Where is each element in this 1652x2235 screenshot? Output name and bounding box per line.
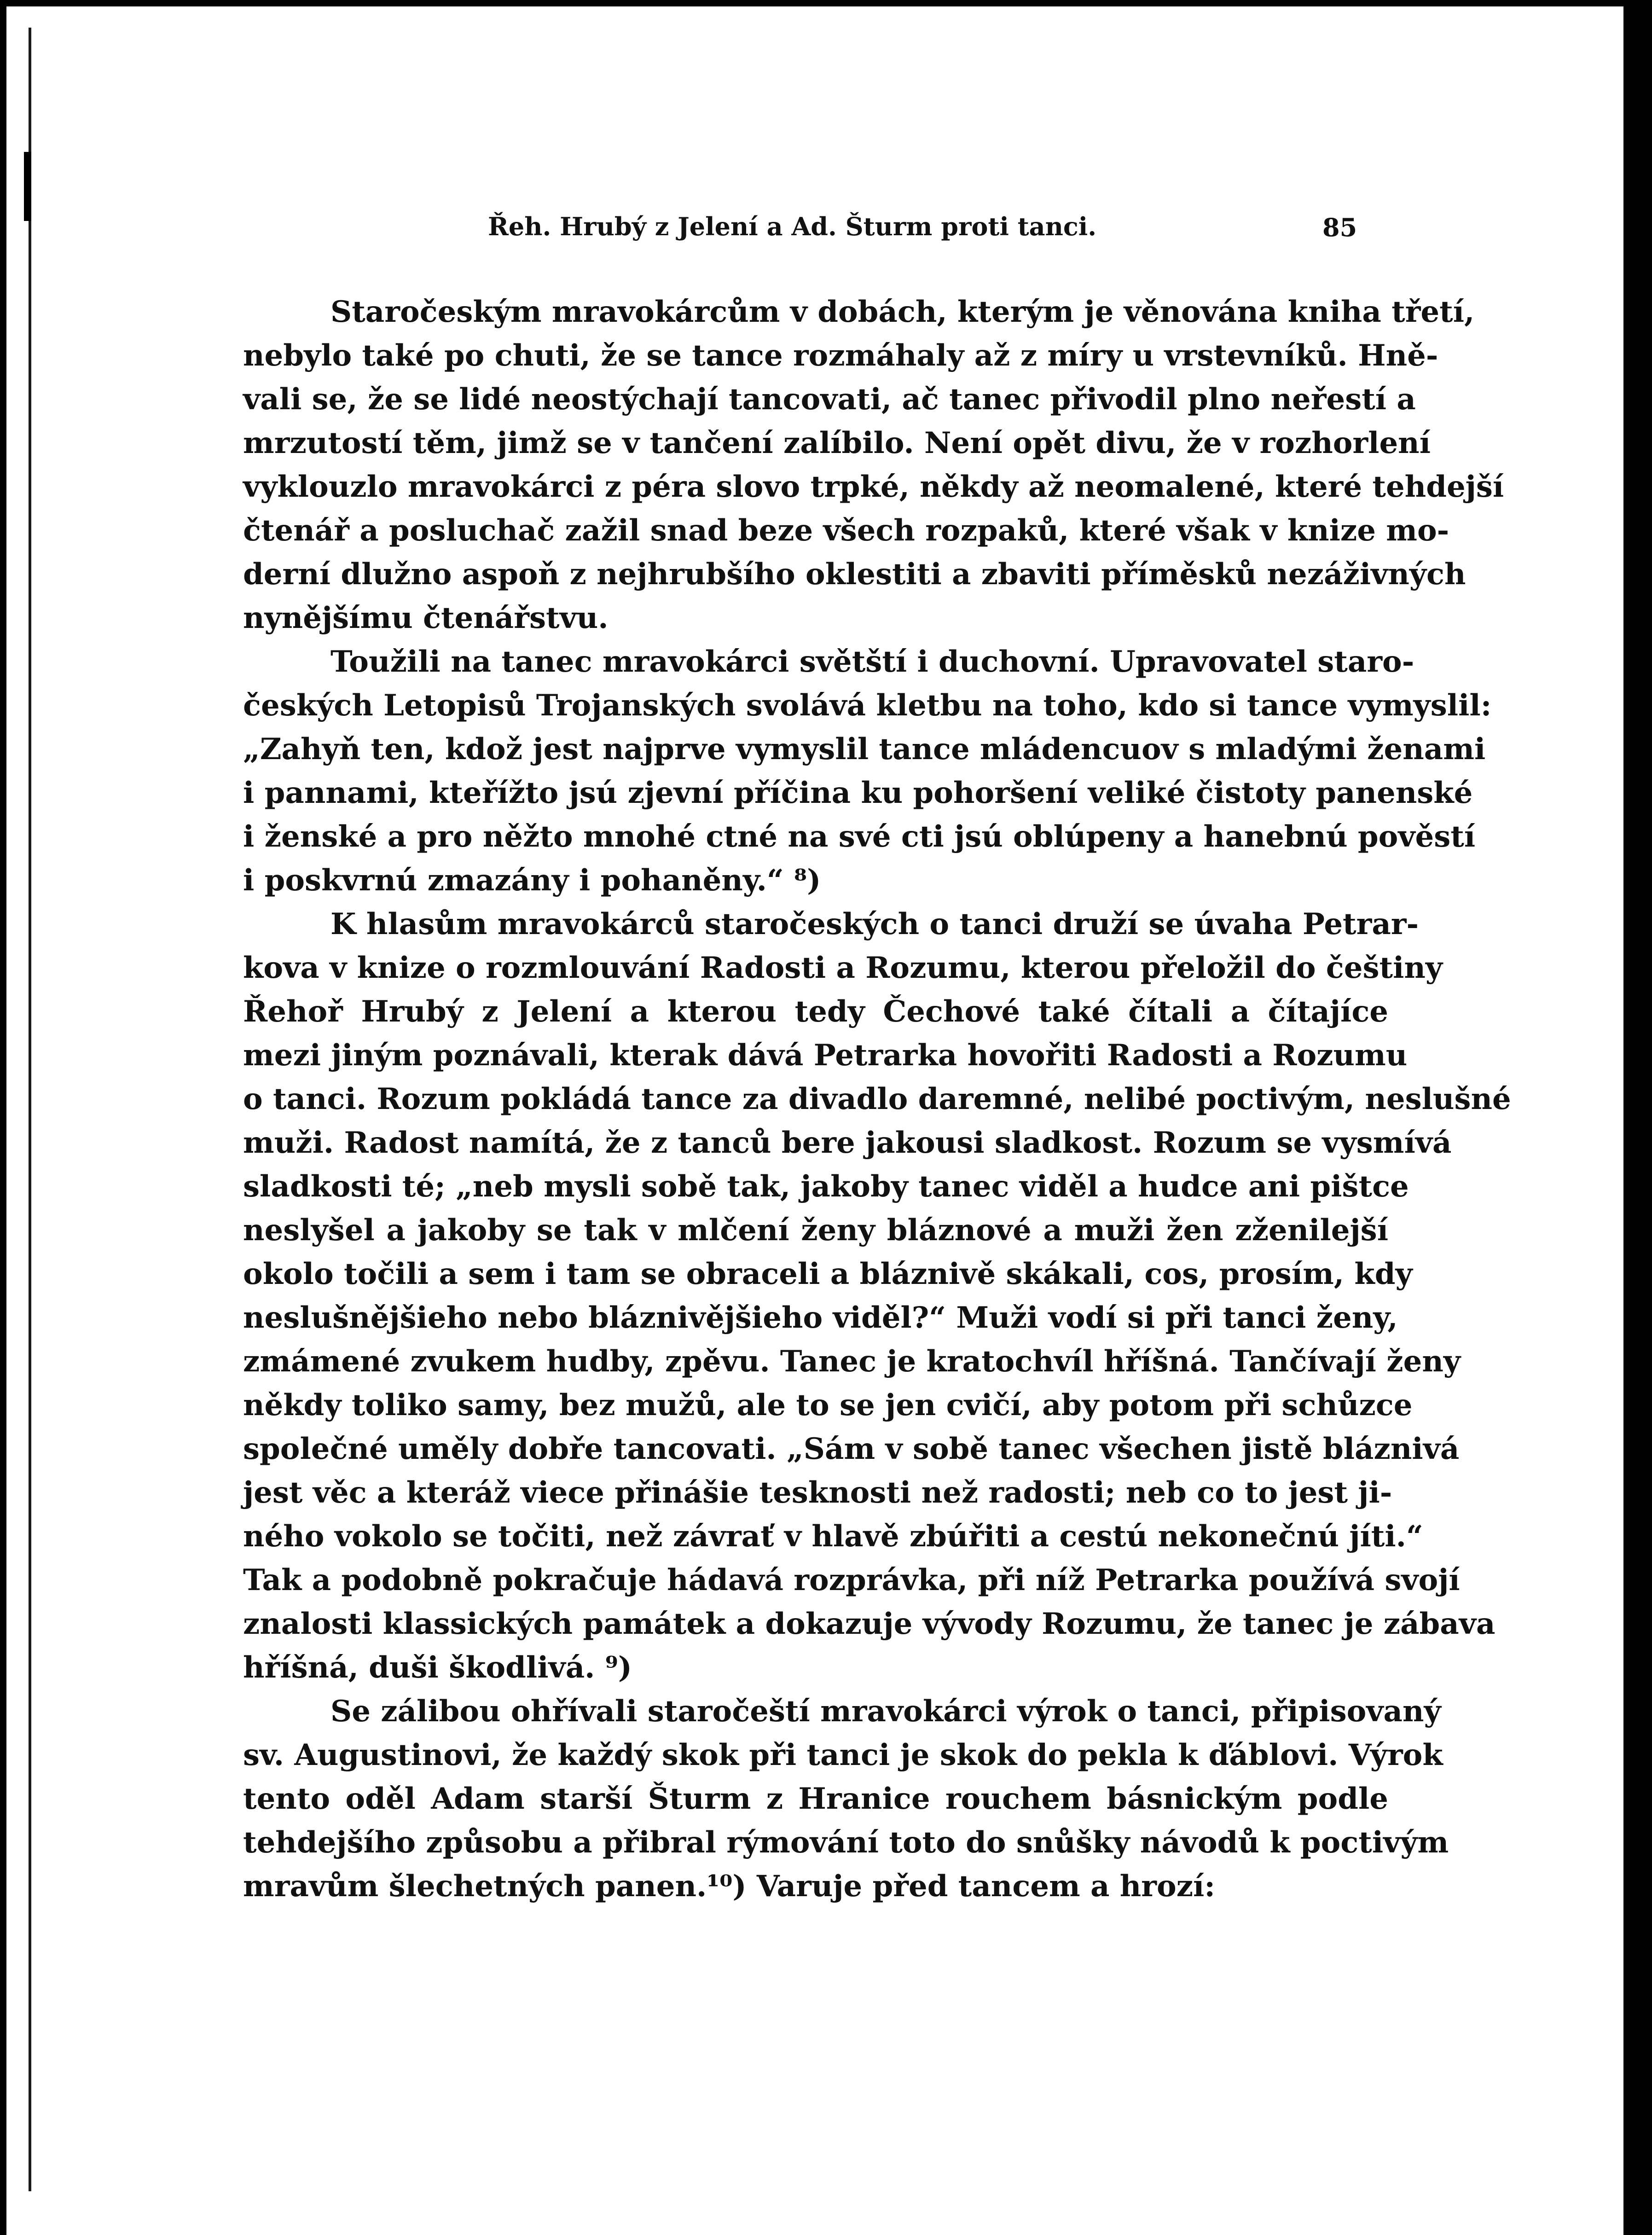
text-line: někdy toliko samy, bez mužů, ale to se jen cvičí, aby potom při schůzce: [243, 1388, 1413, 1422]
text-line: derní dlužno aspoň z nejhrubšího oklestiti a zbaviti příměsků nezáživných: [243, 557, 1466, 592]
text-line: jest věc a kteráž viece přinášie tesknosti než radosti; neb co to jest ji-: [243, 1475, 1392, 1510]
text-line: ného vokolo se točiti, než závrať v hlavě zbúřiti a cestú nekonečnú jíti.“: [243, 1519, 1423, 1554]
text-line: společné uměly dobře tancovati. „Sám v sobě tanec všechen jistě bláznivá: [243, 1432, 1460, 1466]
text-line: vali se, že se lidé neostýchají tancovati, ač tanec přivodil plno neřestí a: [243, 382, 1416, 417]
text-line: „Zahyň ten, kdož jest najprve vymyslil tance mládencuov s mladými ženami: [243, 732, 1486, 766]
scan-border-right: [1623, 0, 1652, 2235]
text-line: neslušnějšieho nebo bláznivějšieho viděl?“ Muži vodí si při tanci ženy,: [243, 1300, 1398, 1335]
text-line: mrzutostí těm, jimž se v tančení zalíbilo. Není opět divu, že v rozhorlení: [243, 426, 1431, 460]
text-line: neslyšel a jakoby se tak v mlčení ženy bláznové a muži žen zženilejší: [243, 1213, 1388, 1248]
text-line: sv. Augustinovi, že každý skok při tanci je skok do pekla k ďáblovi. Výrok: [243, 1738, 1443, 1772]
text-line: Staročeským mravokárcům v dobách, kterým je věnována kniha třetí,: [330, 295, 1475, 329]
text-line: hříšná, duši škodlivá. ⁹): [243, 1650, 632, 1685]
binding-gutter-mark: [24, 152, 31, 221]
page-number: 85: [1322, 213, 1357, 242]
text-line: tento oděl Adam starší Šturm z Hranice rouchem básnickým podle: [243, 1782, 1388, 1816]
text-line: Toužili na tanec mravokárci světští i duchovní. Upravovatel staro-: [330, 644, 1414, 679]
text-line: muži. Radost namítá, že z tanců bere jakousi sladkost. Rozum se vysmívá: [243, 1126, 1452, 1160]
text-line: tehdejšího způsobu a přibral rýmování toto do snůšky návodů k poctivým: [243, 1825, 1449, 1860]
text-line: Řehoř Hrubý z Jelení a kterou tedy Čechové také čítali a čítajíce: [243, 994, 1388, 1029]
scan-border-top: [0, 0, 1652, 6]
text-line: i ženské a pro něžto mnohé ctné na své cti jsú oblúpeny a hanebnú pověstí: [243, 819, 1476, 854]
text-line: K hlasům mravokárců staročeských o tanci druží se úvaha Petrar-: [330, 907, 1419, 941]
text-line: Se zálibou ohřívali staročeští mravokárci výrok o tanci, připisovaný: [330, 1694, 1441, 1729]
text-line: Tak a podobně pokračuje hádavá rozprávka, při níž Petrarka používá svojí: [243, 1563, 1460, 1597]
paragraph: [243, 1689, 1449, 1908]
text-line: o tanci. Rozum pokládá tance za divadlo daremné, nelibé poctivým, neslušné: [243, 1082, 1511, 1116]
text-line: zmámené zvukem hudby, zpěvu. Tanec je kratochvíl hříšná. Tančívají ženy: [243, 1344, 1461, 1379]
paragraph: [243, 640, 1492, 902]
text-line: čtenář a posluchač zažil snad beze všech rozpaků, které však v knize mo-: [243, 513, 1449, 548]
scan-border-left: [0, 0, 6, 2235]
text-line: znalosti klassických památek a dokazuje vývody Rozumu, že tanec je zábava: [243, 1607, 1495, 1641]
text-line: sladkosti té; „neb mysli sobě tak, jakoby tanec viděl a hudce ani pištce: [243, 1169, 1409, 1204]
body-text: [243, 290, 1511, 1908]
text-line: mezi jiným poznávali, kterak dává Petrarka hovořiti Radosti a Rozumu: [243, 1038, 1408, 1073]
text-line: nebylo také po chuti, že se tance rozmáhaly až z míry u vrstevníků. Hně-: [243, 338, 1438, 373]
text-line: mravům šlechetných panen.¹⁰) Varuje před tancem a hrozí:: [243, 1869, 1215, 1904]
text-line: českých Letopisů Trojanských svolává kletbu na toho, kdo si tance vymyslil:: [243, 688, 1492, 723]
running-head: Řeh. Hrubý z Jelení a Ad. Šturm proti tanci.: [488, 212, 1097, 241]
binding-gutter-line: [29, 28, 31, 2191]
paragraph: [243, 290, 1504, 640]
text-line: i pannami, kteřížto jsú zjevní příčina ku pohoršení veliké čistoty panenské: [243, 776, 1473, 810]
text-line: kova v knize o rozmlouvání Radosti a Rozumu, kterou přeložil do češtiny: [243, 951, 1443, 985]
text-line: i poskvrnú zmazány i pohaněny.“ ⁸): [243, 863, 821, 898]
paragraph: [243, 902, 1511, 1689]
text-line: okolo točili a sem i tam se obraceli a bláznivě skákali, cos, prosím, kdy: [243, 1257, 1413, 1291]
text-line: nynějšímu čtenářstvu.: [243, 601, 609, 635]
text-line: vyklouzlo mravokárci z péra slovo trpké, někdy až neomalené, které tehdejší: [243, 470, 1504, 504]
